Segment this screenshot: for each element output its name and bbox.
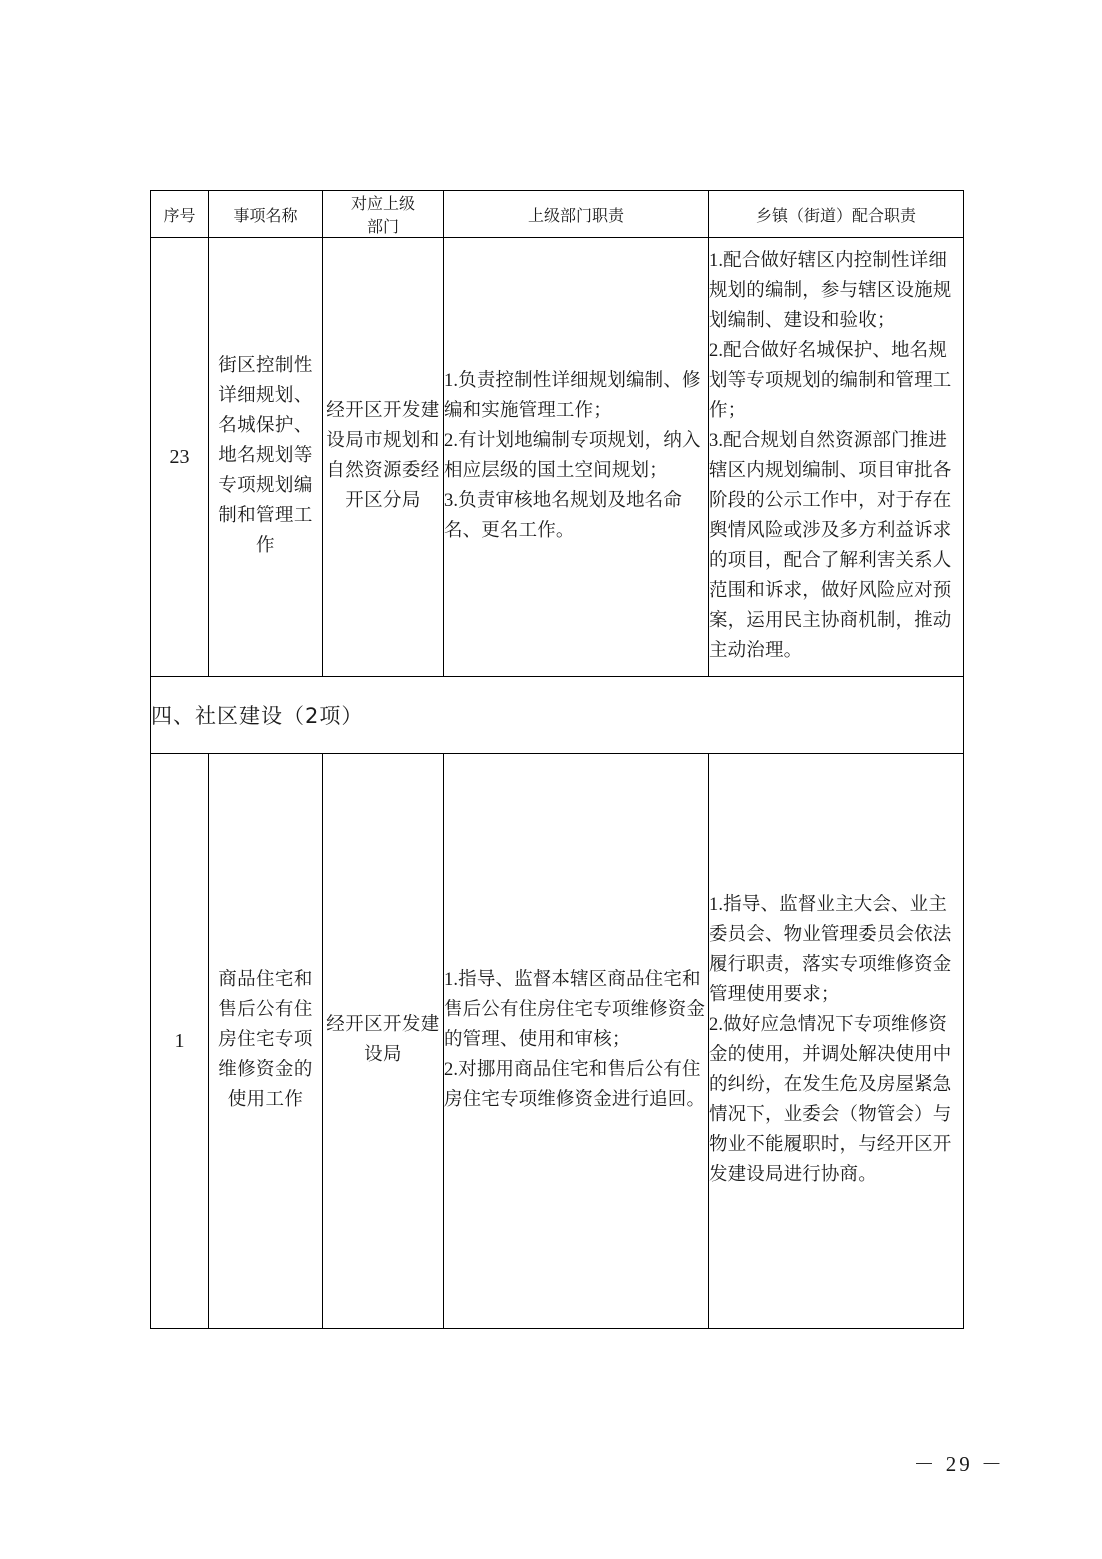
duty-item: 2.有计划地编制专项规划，纳入相应层级的国土空间规划； (444, 431, 701, 481)
row-item-name: 街区控制性详细规划、名城保护、地名规划等专项规划编制和管理工作 (209, 238, 323, 677)
table-header-row (151, 191, 964, 238)
section-title: 四、社区建设（2项） (151, 677, 964, 754)
row-item-name: 商品住宅和售后公有住房住宅专项维修资金的使用工作 (209, 754, 323, 1329)
page-number: － 29 － (913, 1452, 1005, 1476)
duty-item: 2.配合做好名城保护、地名规划等专项规划的编制和管理工作； (709, 341, 952, 422)
section-header-row (151, 677, 964, 754)
row-sequence-number: 1 (151, 754, 209, 1329)
row-township-duty (709, 754, 964, 1329)
duty-item: 3.负责审核地名规划及地名命名、更名工作。 (444, 490, 682, 541)
row-parent-department: 经开区开发建设局市规划和自然资源委经开区分局 (323, 238, 444, 677)
column-header-parent-duty: 上级部门职责 (444, 191, 709, 238)
duty-item: 2.对挪用商品住宅和售后公有住房住宅专项维修资金进行追回。 (444, 1059, 706, 1110)
table-row (151, 238, 964, 677)
duty-item: 1.配合做好辖区内控制性详细规划的编制，参与辖区设施规划编制、建设和验收； (709, 251, 952, 332)
column-header-parent-dept-line2: 部门 (366, 219, 399, 236)
duty-item: 1.指导、监督本辖区商品住宅和售后公有住房住宅专项维修资金的管理、使用和审核； (444, 970, 706, 1051)
duty-item: 2.做好应急情况下专项维修资金的使用，并调处解决使用中的纠纷，在发生危及房屋紧急情况下，业委会（物管会）与物业不能履职时，与经开区开发建设局进行协商。 (709, 1015, 952, 1185)
duty-item: 1.指导、监督业主大会、业主委员会、物业管理委员会依法履行职责，落实专项维修资金管理使用要求； (709, 895, 952, 1006)
row-parent-duty (444, 238, 709, 677)
row-parent-department: 经开区开发建设局 (323, 754, 444, 1329)
duty-item: 3.配合规划自然资源部门推进辖区内规划编制、项目审批各阶段的公示工作中，对于存在舆情风险或涉及多方利益诉求的项目，配合了解利害关系人范围和诉求，做好风险应对预案，运用民主协商机制，推动主动治理。 (709, 431, 952, 661)
row-parent-duty (444, 754, 709, 1329)
row-sequence-number: 23 (151, 238, 209, 677)
column-header-parent-dept-line1: 对应上级 (350, 196, 415, 213)
column-header-parent-dept (323, 191, 444, 238)
row-township-duty (709, 238, 964, 677)
responsibility-table (150, 190, 964, 1329)
column-header-item-name: 事项名称 (209, 191, 323, 238)
column-header-seq: 序号 (151, 191, 209, 238)
column-header-township-duty: 乡镇（街道）配合职责 (709, 191, 964, 238)
duty-item: 1.负责控制性详细规划编制、修编和实施管理工作； (444, 371, 701, 422)
table-row (151, 754, 964, 1329)
